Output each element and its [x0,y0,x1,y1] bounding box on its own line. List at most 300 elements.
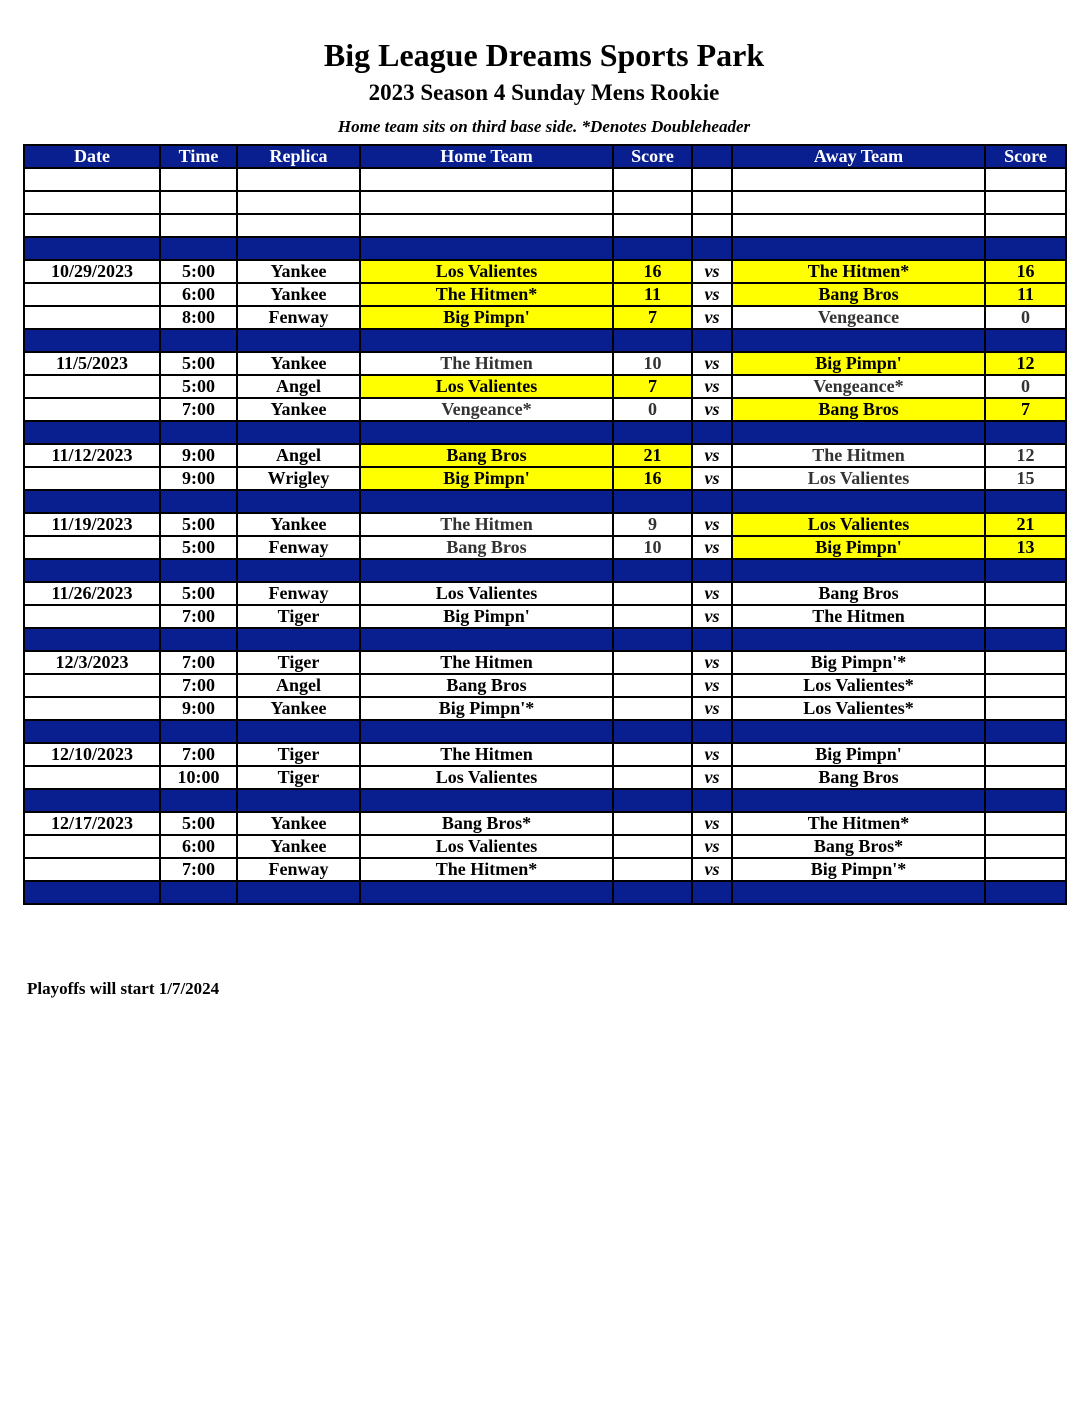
blank-cell [237,191,360,214]
field-cell: Fenway [237,858,360,881]
blank-cell [985,214,1066,237]
home-team-cell: Big Pimpn' [360,306,613,329]
time-cell: 9:00 [160,444,237,467]
separator-cell [237,559,360,582]
blank-cell [985,168,1066,191]
separator-cell [692,789,732,812]
home-team-cell: The Hitmen [360,352,613,375]
away-team-cell: The Hitmen* [732,260,985,283]
separator-cell [24,329,160,352]
home-team-cell: The Hitmen [360,743,613,766]
time-cell: 7:00 [160,605,237,628]
separator-cell [692,628,732,651]
home-team-cell: The Hitmen [360,513,613,536]
home-score-cell: 9 [613,513,692,536]
separator-cell [613,628,692,651]
away-team-cell: Vengeance [732,306,985,329]
vs-cell: vs [692,605,732,628]
date-cell [24,766,160,789]
separator-row [24,421,1066,444]
separator-row [24,237,1066,260]
separator-cell [732,490,985,513]
separator-cell [692,559,732,582]
page-title: Big League Dreams Sports Park [323,37,765,73]
col-header-home-score: Score [613,145,692,168]
away-score-cell: 21 [985,513,1066,536]
separator-cell [732,881,985,904]
home-team-cell: Big Pimpn' [360,467,613,490]
separator-cell [24,421,160,444]
separator-cell [24,628,160,651]
field-cell: Tiger [237,651,360,674]
field-cell: Yankee [237,513,360,536]
home-score-cell: 16 [613,260,692,283]
date-cell: 12/3/2023 [24,651,160,674]
header-row [24,145,1066,168]
separator-cell [360,720,613,743]
blank-cell [237,168,360,191]
home-score-cell: 10 [613,352,692,375]
table-row [24,743,1066,766]
separator-cell [160,789,237,812]
away-score-cell [985,743,1066,766]
home-team-cell: The Hitmen* [360,283,613,306]
separator-cell [985,628,1066,651]
vs-cell: vs [692,513,732,536]
home-team-cell: Vengeance* [360,398,613,421]
home-team-cell: Big Pimpn'* [360,697,613,720]
field-cell: Wrigley [237,467,360,490]
home-score-cell: 11 [613,283,692,306]
time-cell: 5:00 [160,352,237,375]
home-team-cell: Bang Bros* [360,812,613,835]
separator-cell [732,237,985,260]
separator-cell [613,421,692,444]
separator-cell [613,490,692,513]
blank-cell [160,214,237,237]
time-cell: 7:00 [160,674,237,697]
home-team-cell: Bang Bros [360,444,613,467]
vs-cell: vs [692,375,732,398]
away-score-cell [985,766,1066,789]
time-cell: 6:00 [160,835,237,858]
col-header-away-score: Score [985,145,1066,168]
time-cell: 7:00 [160,651,237,674]
separator-cell [160,720,237,743]
separator-cell [24,490,160,513]
separator-cell [360,237,613,260]
separator-cell [985,237,1066,260]
away-team-cell: Bang Bros [732,766,985,789]
away-score-cell [985,812,1066,835]
field-cell: Fenway [237,306,360,329]
blank-cell [24,191,160,214]
season-subtitle: 2023 Season 4 Sunday Mens Rookie [368,80,720,105]
table-row [24,283,1066,306]
home-score-cell [613,835,692,858]
vs-cell: vs [692,835,732,858]
away-score-cell: 12 [985,352,1066,375]
separator-row [24,559,1066,582]
away-score-cell [985,582,1066,605]
time-cell: 7:00 [160,398,237,421]
separator-cell [985,329,1066,352]
separator-cell [692,421,732,444]
field-cell: Tiger [237,766,360,789]
separator-cell [360,881,613,904]
vs-cell: vs [692,697,732,720]
away-team-cell: The Hitmen [732,605,985,628]
table-row [24,536,1066,559]
separator-cell [160,881,237,904]
away-team-cell: Los Valientes [732,467,985,490]
time-cell: 5:00 [160,260,237,283]
col-header-date: Date [24,145,160,168]
away-team-cell: Big Pimpn'* [732,858,985,881]
away-score-cell: 7 [985,398,1066,421]
field-cell: Yankee [237,835,360,858]
home-score-cell [613,582,692,605]
blank-cell [692,214,732,237]
separator-cell [160,329,237,352]
home-score-cell [613,743,692,766]
away-score-cell [985,858,1066,881]
time-cell: 7:00 [160,858,237,881]
home-team-cell: Los Valientes [360,582,613,605]
field-cell: Yankee [237,812,360,835]
separator-cell [613,559,692,582]
field-cell: Yankee [237,260,360,283]
table-row [24,582,1066,605]
field-cell: Yankee [237,398,360,421]
away-score-cell [985,697,1066,720]
blank-cell [24,168,160,191]
separator-cell [732,789,985,812]
vs-cell: vs [692,444,732,467]
time-cell: 6:00 [160,283,237,306]
col-header-replica: Replica [237,145,360,168]
date-cell: 12/17/2023 [24,812,160,835]
separator-row [24,490,1066,513]
separator-cell [237,237,360,260]
separator-cell [24,789,160,812]
table-row [24,651,1066,674]
vs-cell: vs [692,352,732,375]
home-score-cell: 21 [613,444,692,467]
away-team-cell: Big Pimpn' [732,352,985,375]
separator-cell [732,559,985,582]
separator-cell [237,881,360,904]
separator-cell [237,329,360,352]
table-row [24,513,1066,536]
separator-cell [613,329,692,352]
blank-cell [160,168,237,191]
separator-cell [237,720,360,743]
separator-cell [237,789,360,812]
home-score-cell: 7 [613,306,692,329]
time-cell: 5:00 [160,582,237,605]
field-cell: Yankee [237,283,360,306]
separator-cell [692,237,732,260]
time-cell: 5:00 [160,536,237,559]
playoffs-note: Playoffs will start 1/7/2024 [27,979,220,998]
blank-cell [237,214,360,237]
home-score-cell [613,812,692,835]
away-team-cell: Los Valientes* [732,697,985,720]
date-cell [24,835,160,858]
separator-cell [160,421,237,444]
separator-cell [732,329,985,352]
away-score-cell: 12 [985,444,1066,467]
table-row [24,306,1066,329]
separator-cell [985,421,1066,444]
blank-cell [360,214,613,237]
away-score-cell: 0 [985,306,1066,329]
separator-cell [237,628,360,651]
separator-cell [692,720,732,743]
separator-cell [360,329,613,352]
separator-cell [613,720,692,743]
separator-cell [160,559,237,582]
away-team-cell: Bang Bros [732,283,985,306]
blank-cell [613,168,692,191]
home-team-cell: Los Valientes [360,766,613,789]
field-cell: Angel [237,444,360,467]
separator-cell [692,329,732,352]
vs-cell: vs [692,812,732,835]
vs-cell: vs [692,674,732,697]
date-cell: 10/29/2023 [24,260,160,283]
time-cell: 9:00 [160,467,237,490]
away-team-cell: Vengeance* [732,375,985,398]
away-team-cell: Bang Bros* [732,835,985,858]
separator-cell [613,881,692,904]
date-cell: 11/26/2023 [24,582,160,605]
table-row [24,260,1066,283]
table-row [24,398,1066,421]
separator-cell [360,628,613,651]
home-score-cell [613,605,692,628]
time-cell: 8:00 [160,306,237,329]
away-score-cell: 16 [985,260,1066,283]
separator-cell [985,789,1066,812]
table-row [24,375,1066,398]
separator-cell [732,628,985,651]
separator-cell [237,421,360,444]
away-score-cell: 15 [985,467,1066,490]
away-score-cell [985,674,1066,697]
away-score-cell [985,835,1066,858]
field-cell: Fenway [237,536,360,559]
separator-cell [985,559,1066,582]
vs-cell: vs [692,743,732,766]
separator-cell [160,237,237,260]
away-team-cell: Los Valientes* [732,674,985,697]
table-row [24,352,1066,375]
col-header-away-team: Away Team [732,145,985,168]
field-cell: Tiger [237,605,360,628]
vs-cell: vs [692,582,732,605]
separator-cell [360,789,613,812]
home-score-cell [613,674,692,697]
blank-row [24,168,1066,191]
blank-cell [613,191,692,214]
away-score-cell: 0 [985,375,1066,398]
separator-row [24,789,1066,812]
date-cell [24,467,160,490]
away-score-cell: 13 [985,536,1066,559]
vs-cell: vs [692,651,732,674]
table-row [24,674,1066,697]
separator-cell [24,881,160,904]
vs-cell: vs [692,398,732,421]
blank-cell [360,191,613,214]
away-team-cell: Bang Bros [732,582,985,605]
separator-row [24,881,1066,904]
blank-cell [732,168,985,191]
date-cell: 11/5/2023 [24,352,160,375]
separator-cell [985,881,1066,904]
vs-cell: vs [692,260,732,283]
separator-cell [360,490,613,513]
separator-row [24,329,1066,352]
table-row [24,697,1066,720]
away-team-cell: Big Pimpn' [732,536,985,559]
blank-cell [692,191,732,214]
vs-cell: vs [692,306,732,329]
home-team-cell: Bang Bros [360,536,613,559]
separator-cell [24,559,160,582]
date-cell [24,283,160,306]
home-score-cell: 7 [613,375,692,398]
blank-row [24,191,1066,214]
blank-cell [732,191,985,214]
time-cell: 9:00 [160,697,237,720]
blank-cell [160,191,237,214]
separator-cell [24,237,160,260]
vs-cell: vs [692,467,732,490]
away-team-cell: Big Pimpn' [732,743,985,766]
separator-cell [692,490,732,513]
home-score-cell [613,858,692,881]
table-row [24,812,1066,835]
separator-row [24,628,1066,651]
time-cell: 5:00 [160,375,237,398]
away-score-cell [985,651,1066,674]
separator-cell [237,490,360,513]
home-score-cell: 16 [613,467,692,490]
separator-cell [985,490,1066,513]
separator-cell [732,421,985,444]
home-team-cell: Los Valientes [360,375,613,398]
home-team-cell: The Hitmen* [360,858,613,881]
field-cell: Tiger [237,743,360,766]
blank-cell [613,214,692,237]
separator-cell [360,421,613,444]
field-cell: Yankee [237,352,360,375]
date-cell: 11/12/2023 [24,444,160,467]
table-row [24,444,1066,467]
blank-cell [985,191,1066,214]
date-cell [24,398,160,421]
separator-cell [613,237,692,260]
away-team-cell: Bang Bros [732,398,985,421]
separator-cell [692,881,732,904]
field-cell: Angel [237,674,360,697]
home-team-cell: Los Valientes [360,260,613,283]
col-header-vs [692,145,732,168]
home-score-cell [613,766,692,789]
separator-cell [160,490,237,513]
date-cell [24,536,160,559]
away-score-cell [985,605,1066,628]
date-cell [24,605,160,628]
home-team-cell: Bang Bros [360,674,613,697]
home-score-cell [613,697,692,720]
time-cell: 7:00 [160,743,237,766]
blank-row [24,214,1066,237]
home-score-cell [613,651,692,674]
separator-cell [613,789,692,812]
away-team-cell: Big Pimpn'* [732,651,985,674]
date-cell [24,375,160,398]
separator-cell [24,720,160,743]
away-score-cell: 11 [985,283,1066,306]
blank-cell [692,168,732,191]
away-team-cell: The Hitmen* [732,812,985,835]
date-cell [24,858,160,881]
table-row [24,835,1066,858]
blank-cell [24,214,160,237]
date-cell: 11/19/2023 [24,513,160,536]
col-header-time: Time [160,145,237,168]
time-cell: 5:00 [160,513,237,536]
home-score-cell: 10 [613,536,692,559]
date-cell [24,697,160,720]
col-header-home-team: Home Team [360,145,613,168]
date-cell [24,306,160,329]
blank-cell [732,214,985,237]
blank-cell [360,168,613,191]
date-cell [24,674,160,697]
date-cell: 12/10/2023 [24,743,160,766]
separator-cell [985,720,1066,743]
table-row [24,467,1066,490]
table-row [24,605,1066,628]
table-row [24,766,1066,789]
separator-cell [360,559,613,582]
separator-cell [732,720,985,743]
home-score-cell: 0 [613,398,692,421]
vs-cell: vs [692,858,732,881]
home-team-cell: The Hitmen [360,651,613,674]
away-team-cell: Los Valientes [732,513,985,536]
time-cell: 10:00 [160,766,237,789]
field-cell: Angel [237,375,360,398]
vs-cell: vs [692,766,732,789]
separator-cell [160,628,237,651]
field-cell: Fenway [237,582,360,605]
field-cell: Yankee [237,697,360,720]
home-team-cell: Los Valientes [360,835,613,858]
schedule-table [23,144,1067,905]
vs-cell: vs [692,283,732,306]
vs-cell: vs [692,536,732,559]
schedule-note: Home team sits on third base side. *Denotes Doubleheader [337,117,751,136]
time-cell: 5:00 [160,812,237,835]
home-team-cell: Big Pimpn' [360,605,613,628]
separator-row [24,720,1066,743]
